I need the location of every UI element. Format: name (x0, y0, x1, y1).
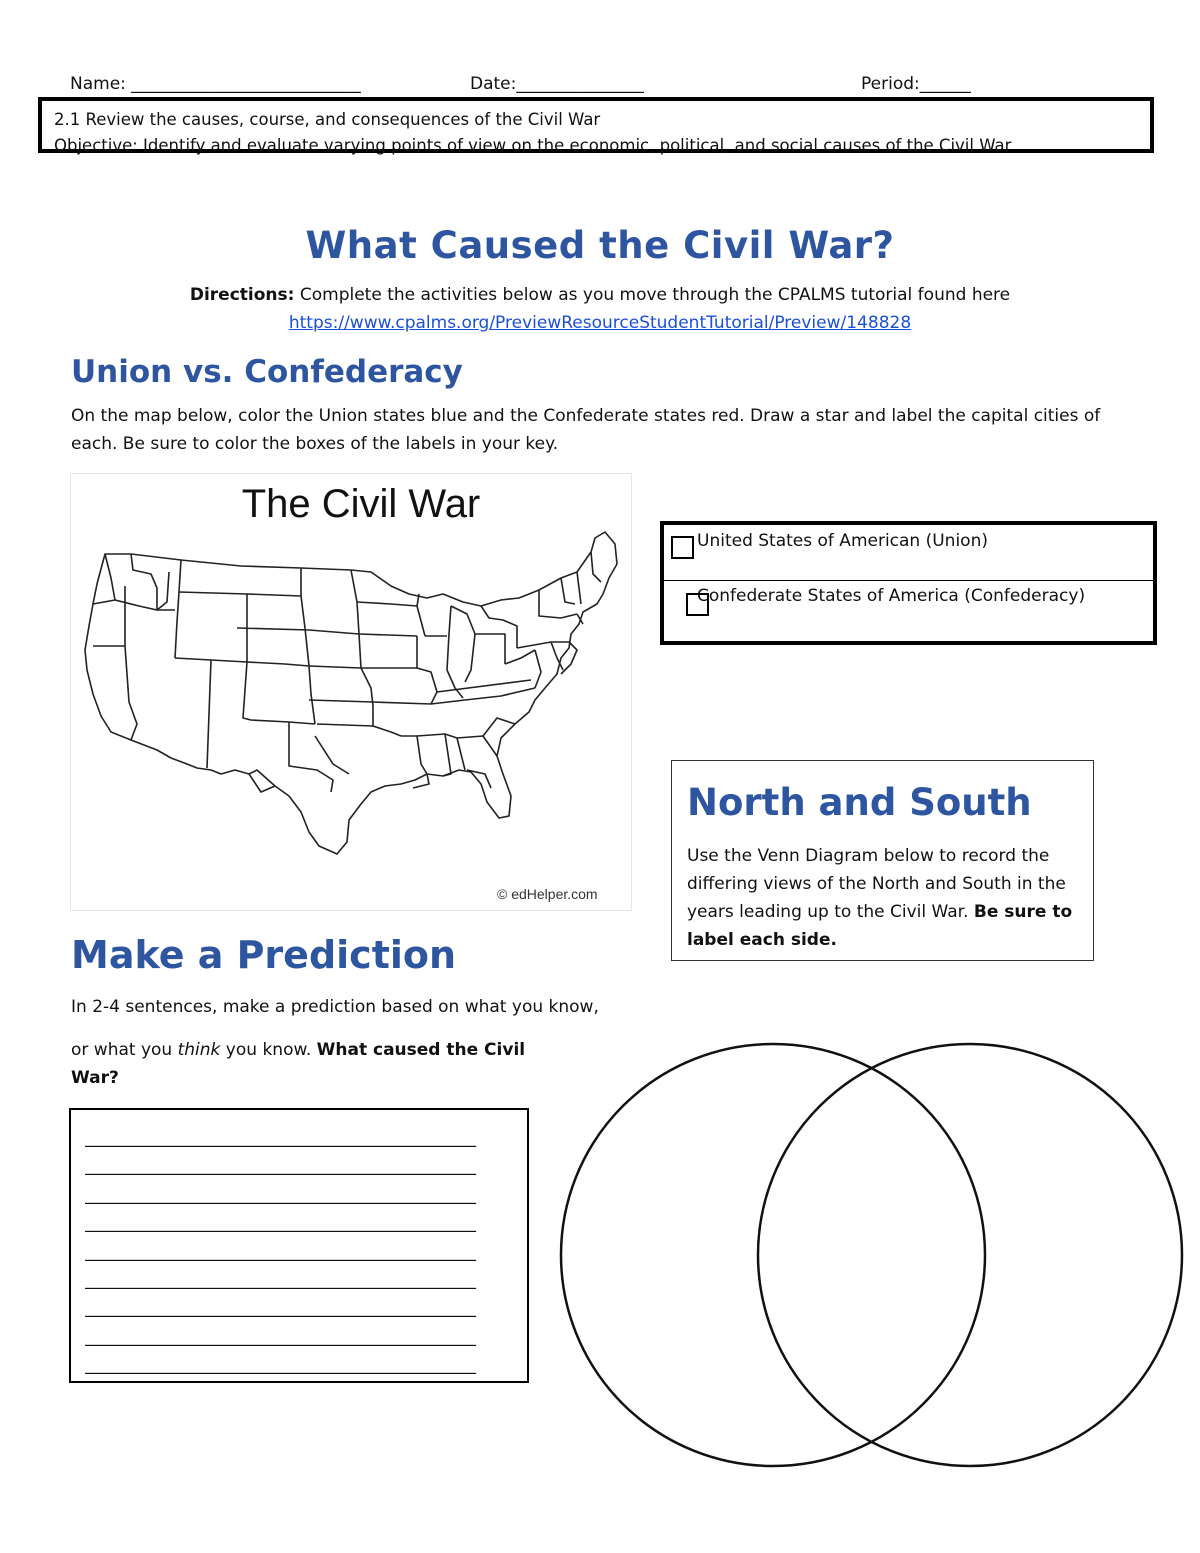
union-instructions-line1: On the map below, color the Union states blue and the Confederate states red. Draw a star and label the capital cities of (71, 406, 1101, 426)
union-instructions-line2: each. Be sure to color the boxes of the labels in your key. (71, 434, 559, 454)
period-field-label: Period:______ (861, 74, 971, 94)
directions (0, 285, 1200, 305)
name-field-label: Name: ___________________________ (70, 74, 361, 94)
north-south-line1: Use the Venn Diagram below to record the (687, 846, 1050, 866)
objective-box (38, 97, 1154, 153)
venn-diagram (555, 1040, 1195, 1475)
north-south-line3-text: years leading up to the Civil War. (687, 902, 974, 922)
venn-right-circle[interactable] (758, 1044, 1182, 1466)
prediction-line1: In 2-4 sentences, make a prediction based on what you know, (71, 997, 599, 1017)
key-row-confederacy (664, 581, 1153, 641)
union-section-heading: Union vs. Confederacy (71, 354, 463, 390)
prediction-line2-a: or what you (71, 1040, 178, 1060)
answer-line[interactable]: ______________________________________________ (85, 1213, 476, 1234)
prediction-line3-bold: War? (71, 1068, 119, 1088)
map-title: The Civil War (241, 482, 481, 526)
answer-line[interactable]: ______________________________________________ (85, 1298, 476, 1319)
north-south-line3 (687, 898, 1078, 926)
prediction-heading: Make a Prediction (71, 933, 457, 977)
directions-label: Directions: (189, 285, 295, 305)
prediction-answer-box[interactable] (69, 1108, 529, 1383)
civil-war-map (70, 473, 632, 911)
confederacy-color-checkbox[interactable] (686, 593, 709, 616)
answer-line[interactable]: ______________________________________________ (85, 1156, 476, 1177)
answer-line[interactable]: ______________________________________________ (85, 1270, 476, 1291)
map-credit: © edHelper.com (497, 886, 598, 902)
us-states-outline-map[interactable] (71, 474, 631, 910)
prediction-line2 (71, 1036, 525, 1064)
page-title: What Caused the Civil War? (305, 224, 895, 267)
prediction-line2-italic: think (177, 1040, 221, 1060)
prediction-line2-b: you know. (220, 1040, 317, 1060)
north-south-line3-bold: Be sure to (973, 902, 1073, 922)
north-south-heading: North and South (687, 781, 1032, 824)
key-label-union: United States of American (Union) (697, 531, 988, 551)
answer-line[interactable]: ______________________________________________ (85, 1128, 476, 1148)
prediction-line2-bold: What caused the Civil (316, 1040, 526, 1060)
north-south-box (671, 760, 1094, 961)
answer-line[interactable]: ______________________________________________ (85, 1241, 476, 1262)
key-label-confederacy: Confederate States of America (Confederacy) (697, 586, 1086, 606)
date-field-label: Date:_______________ (470, 74, 644, 94)
directions-text: Complete the activities below as you move through the CPALMS tutorial found here (294, 285, 1011, 305)
north-south-line4-bold: label each side. (687, 930, 837, 950)
venn-left-circle[interactable] (561, 1044, 985, 1466)
objective-text: Objective: Identify and evaluate varying points of view on the economic, political, and social causes of the Civil War (54, 136, 1012, 155)
map-key (660, 521, 1157, 645)
union-color-checkbox[interactable] (671, 536, 694, 559)
standard-text: 2.1 Review the causes, course, and consequences of the Civil War (54, 110, 601, 129)
north-south-line2: differing views of the North and South in the (687, 874, 1066, 894)
answer-line[interactable]: ______________________________________________ (85, 1355, 476, 1376)
tutorial-link[interactable]: https://www.cpalms.org/PreviewResourceStudentTutorial/Preview/148828 (288, 313, 912, 333)
answer-line[interactable]: ______________________________________________ (85, 1184, 476, 1205)
key-row-union (664, 525, 1153, 581)
tutorial-link-row (0, 313, 1200, 333)
answer-line[interactable]: ______________________________________________ (85, 1326, 476, 1347)
